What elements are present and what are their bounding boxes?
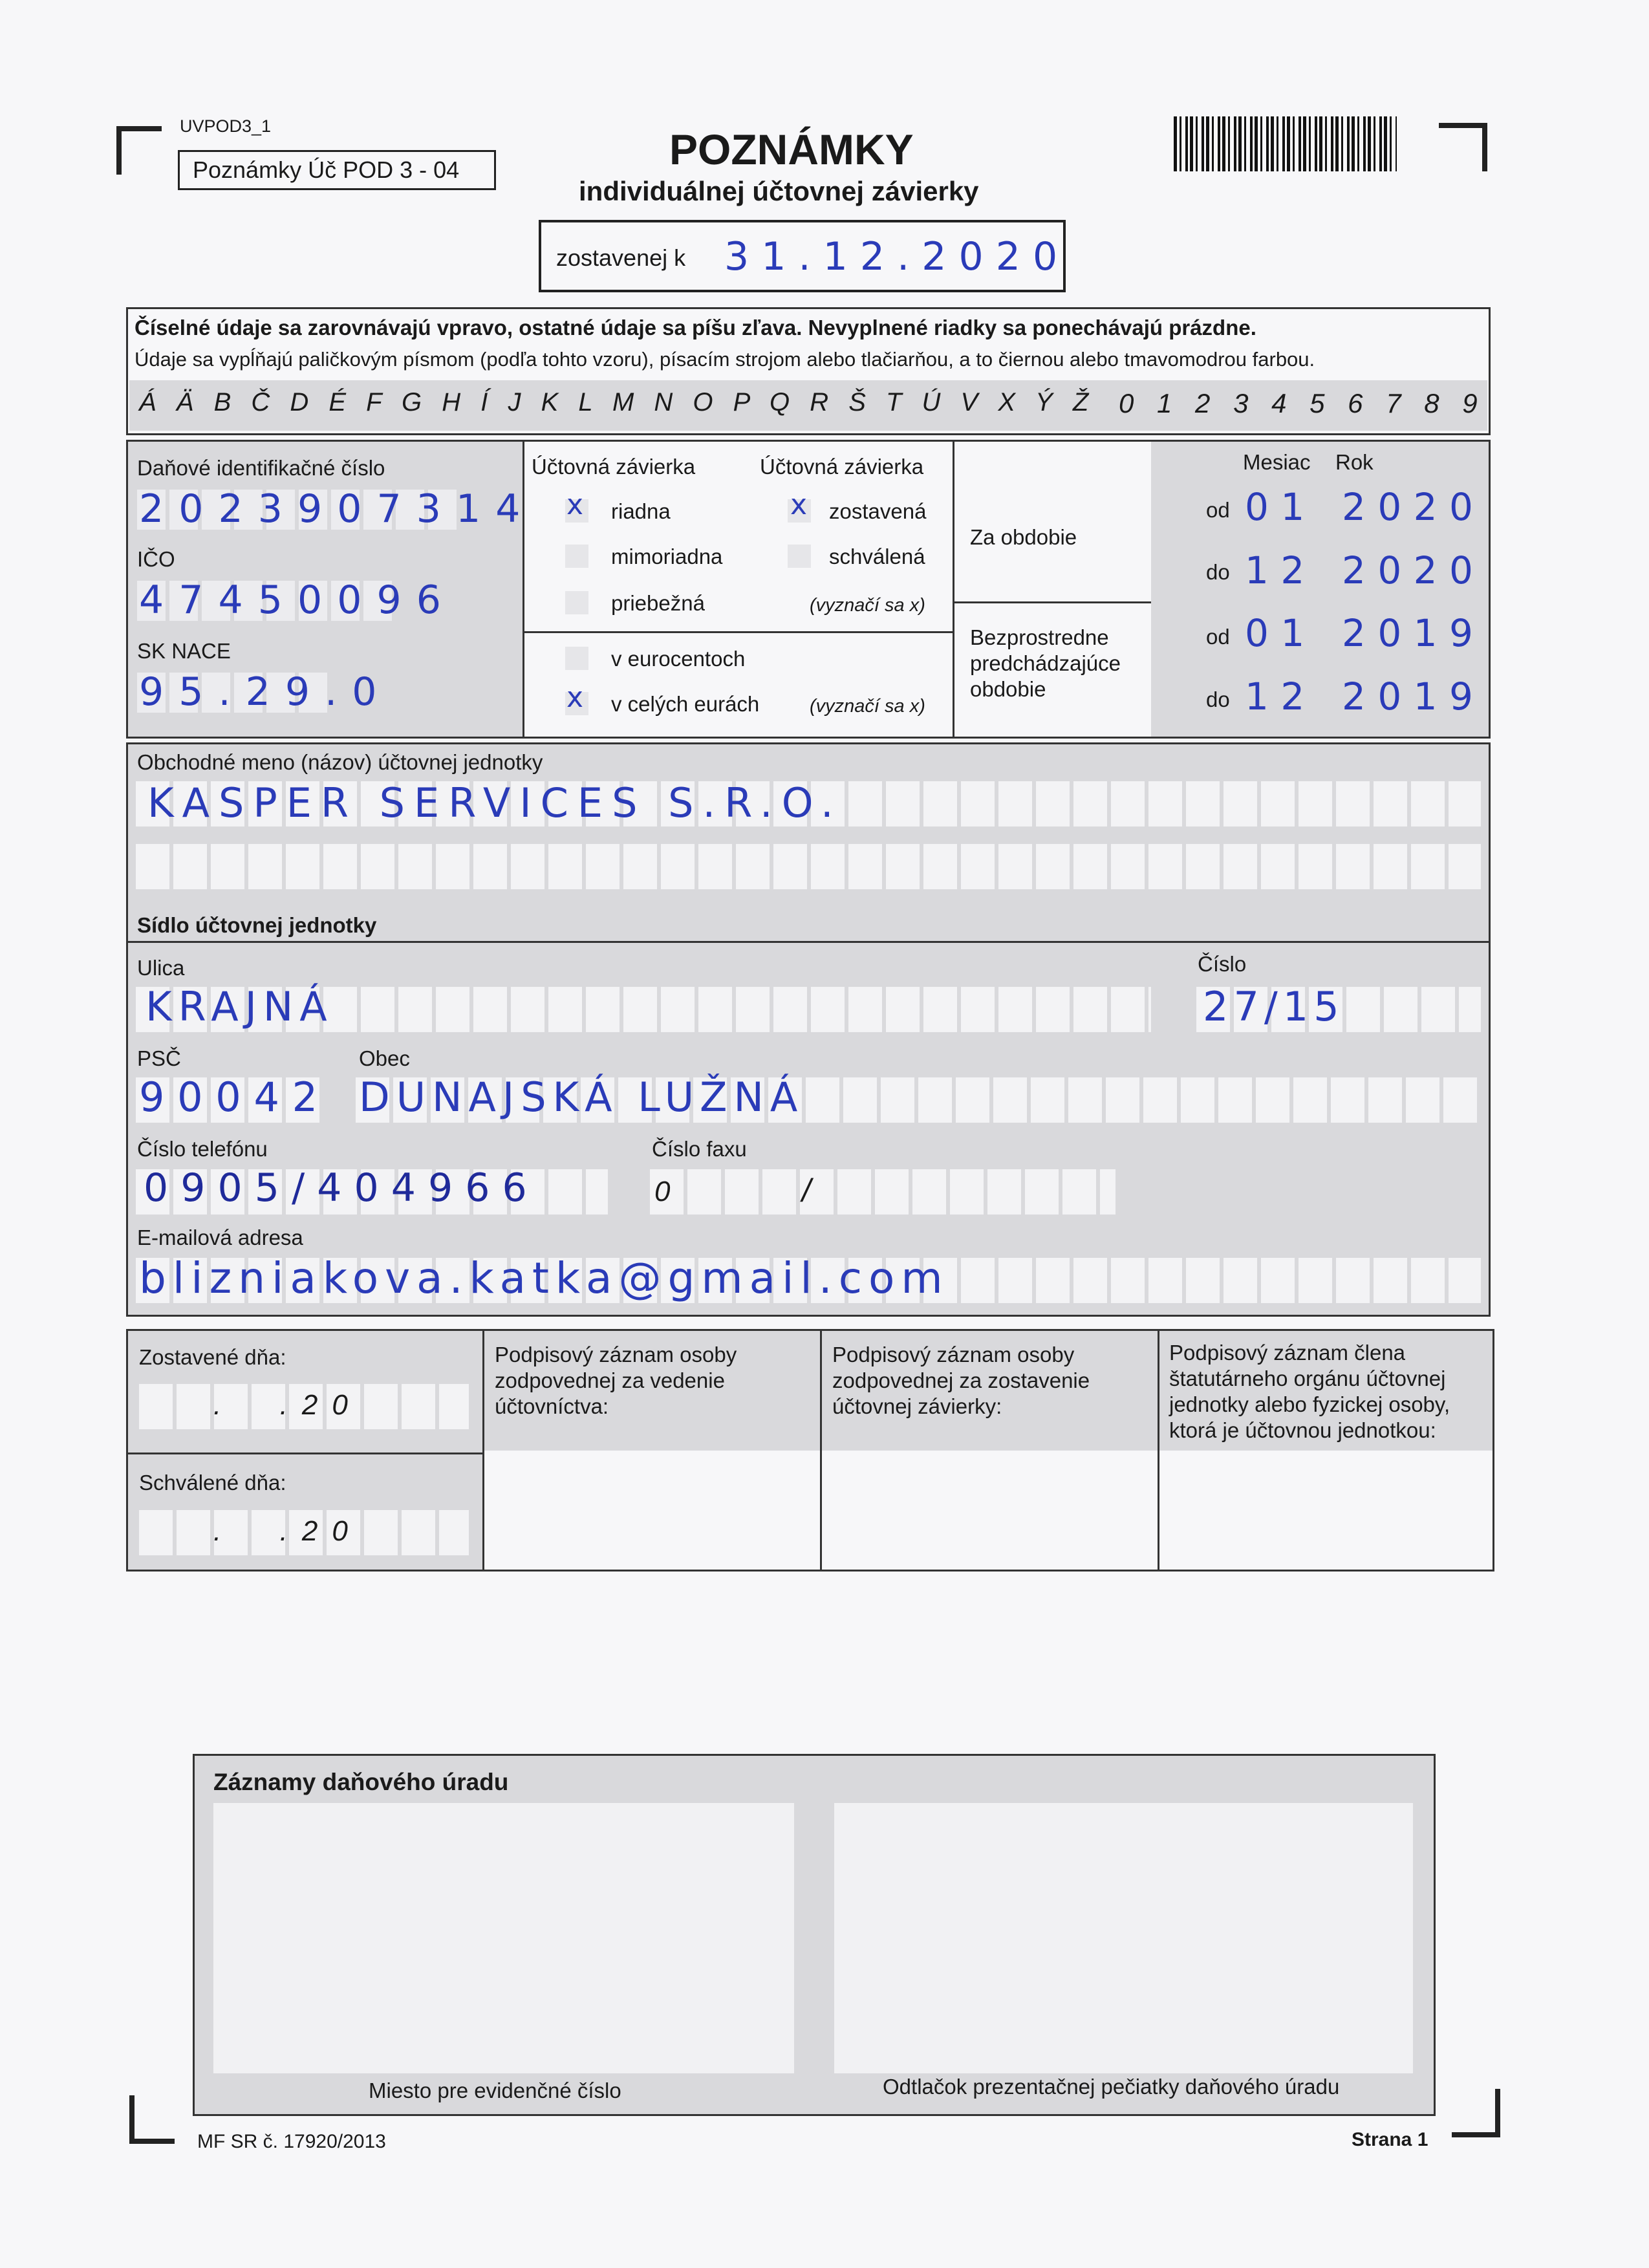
cur-do-label: do [1206, 560, 1230, 584]
tax-office-title: Záznamy daňového úradu [213, 1769, 509, 1795]
prev-od-label: od [1206, 625, 1230, 649]
company-name-field-2[interactable] [136, 844, 1481, 889]
fax-label: Číslo faxu [652, 1137, 747, 1161]
schvalena-label: schválená [829, 545, 925, 568]
prev-do-label: do [1206, 687, 1230, 711]
evidence-number-caption: Miesto pre evidenčné číslo [369, 2079, 621, 2102]
checkbox-priebezna[interactable] [565, 591, 588, 614]
city-label: Obec [359, 1046, 410, 1070]
dic-value[interactable]: 2 0 2 3 9 0 7 3 1 4 [139, 486, 522, 532]
riadna-label: riadna [611, 499, 671, 523]
sig3-label: Podpisový záznam člena štatutárneho orgánu účtovnej jednotky alebo fyzickej osoby, ktorá je účtovnou jednotkou: [1169, 1341, 1450, 1442]
prev-period-label: Bezprostredne predchádzajúce obdobie [970, 625, 1121, 701]
sig2-signature-area[interactable] [822, 1451, 1158, 1570]
fax-value: 0 [654, 1176, 671, 1207]
prepared-date[interactable]: 3 1 . 1 2 . 2 0 2 0 [724, 234, 1058, 279]
checkbox-eurocentoch[interactable] [565, 647, 588, 670]
prev-do-year[interactable]: 2 0 1 9 [1342, 675, 1473, 718]
company-name-label: Obchodné meno (názov) účtovnej jednotky [137, 750, 543, 774]
za-obdobie-label: Za obdobie [970, 525, 1077, 549]
divider-h-closing [524, 631, 953, 633]
corner-mark-top-left [116, 126, 162, 175]
psc-label: PSČ [137, 1046, 181, 1070]
footer-ref: MF SR č. 17920/2013 [197, 2131, 386, 2152]
sample-digits: 0 1 2 3 4 5 6 7 8 9 [1119, 388, 1485, 418]
sig3-signature-area[interactable] [1159, 1451, 1493, 1570]
period-year-header: Rok [1335, 450, 1374, 474]
sig2-label: Podpisový záznam osoby zodpovednej za zostavenie účtovnej závierky: [832, 1343, 1090, 1418]
street-label: Ulica [137, 956, 185, 980]
seat-divider [128, 941, 1489, 943]
phone-label: Číslo telefónu [137, 1137, 268, 1161]
sig1-signature-area[interactable] [484, 1451, 820, 1570]
checkbox-schvalena[interactable] [788, 545, 811, 568]
sig1-label: Podpisový záznam osoby zodpovednej za vedenie účtovníctva: [495, 1343, 737, 1418]
company-name-value[interactable]: KASPER SERVICES S.R.O. [147, 779, 843, 826]
form-code: UVPOD3_1 [180, 116, 272, 136]
checkbox-mimoriadna[interactable] [565, 545, 588, 568]
prev-od-month[interactable]: 0 1 [1245, 611, 1305, 655]
stamp-caption: Odtlačok prezentačnej pečiatky daňového úradu [883, 2075, 1340, 2099]
barcode [1174, 116, 1397, 171]
eurocentoch-label: v eurocentoch [611, 647, 746, 671]
number-value[interactable]: 27/15 [1203, 983, 1344, 1030]
evidence-number-area[interactable] [213, 1803, 794, 2073]
prev-od-year[interactable]: 2 0 1 9 [1342, 611, 1473, 655]
page-number: Strana 1 [1352, 2129, 1428, 2150]
dic-label: Daňové identifikačné číslo [137, 456, 385, 480]
approved-value: . .20 [213, 1515, 362, 1547]
fax-slash: / [802, 1172, 811, 1209]
number-label: Číslo [1198, 952, 1247, 976]
email-value[interactable]: blizniakova.katka@gmail.com [139, 1253, 949, 1303]
sample-letters: Á Ä B Č D É F G H Í J K L M N O P Q R Š T Ú V X Ý Ž [139, 388, 1095, 416]
psc-value[interactable]: 9 0 0 4 2 [139, 1074, 318, 1121]
nace-label: SK NACE [137, 639, 231, 663]
mark-zostavena: x [790, 488, 808, 521]
closing-col2-header: Účtovná závierka [760, 455, 924, 479]
divider-v1 [523, 442, 524, 737]
priebezna-label: priebežná [611, 591, 705, 615]
mark-riadna: x [566, 488, 584, 521]
page-title: POZNÁMKY [669, 125, 914, 173]
mark-note: (vyznačí sa x) [810, 595, 925, 616]
divider-v2 [953, 442, 954, 737]
email-label: E-mailová adresa [137, 1226, 303, 1249]
seat-label: Sídlo účtovnej jednotky [137, 913, 377, 937]
mimoriadna-label: mimoriadna [611, 545, 723, 568]
corner-mark-bottom-right [1452, 2089, 1500, 2137]
cur-do-month[interactable]: 1 2 [1245, 548, 1305, 592]
mark-celych-eurach: x [566, 681, 584, 714]
period-month-header: Mesiac [1243, 450, 1311, 474]
instructions-line2: Údaje sa vypĺňajú paličkovým písmom (podľa tohto vzoru), písacím strojom alebo tlačiarňou, a to čiernou alebo tmavomodrou farbou. [135, 348, 1315, 371]
page-subtitle: individuálnej účtovnej závierky [579, 176, 979, 206]
form-label: Poznámky Úč POD 3 - 04 [193, 157, 460, 183]
instructions-line1: Číselné údaje sa zarovnávajú vpravo, ostatné údaje sa píšu zľava. Nevyplnené riadky sa ponechávajú prázdne. [135, 316, 1256, 340]
phone-value[interactable]: 0 9 0 5 / 4 0 4 9 6 6 [144, 1165, 527, 1211]
city-value[interactable]: DUNAJSKÁ LUŽNÁ [359, 1074, 804, 1121]
cur-od-month[interactable]: 0 1 [1245, 485, 1305, 529]
nace-value[interactable]: 9 5 . 2 9 . 0 [139, 669, 378, 715]
compiled-label: Zostavené dňa: [139, 1345, 286, 1369]
cur-od-label: od [1206, 498, 1230, 522]
ico-value[interactable]: 4 7 4 5 0 0 9 6 [139, 578, 442, 623]
stamp-area[interactable] [834, 1803, 1413, 2073]
corner-mark-bottom-left [129, 2095, 175, 2144]
zostavena-label: zostavená [829, 499, 927, 523]
ico-label: IČO [137, 547, 175, 571]
prev-do-month[interactable]: 1 2 [1245, 675, 1305, 718]
street-value[interactable]: KRAJNÁ [146, 983, 334, 1030]
corner-mark-top-right [1439, 123, 1487, 171]
approved-label: Schválené dňa: [139, 1471, 286, 1495]
cur-od-year[interactable]: 2 0 2 0 [1342, 485, 1473, 529]
dates-divider [128, 1453, 482, 1454]
mark-note-2: (vyznačí sa x) [810, 696, 925, 717]
closing-col1-header: Účtovná závierka [532, 455, 696, 479]
fax-field[interactable] [650, 1169, 1116, 1215]
cur-do-year[interactable]: 2 0 2 0 [1342, 548, 1473, 592]
prepared-label: zostavenej k [556, 244, 686, 271]
compiled-value: . .20 [213, 1389, 362, 1421]
celych-eurach-label: v celých eurách [611, 692, 760, 716]
